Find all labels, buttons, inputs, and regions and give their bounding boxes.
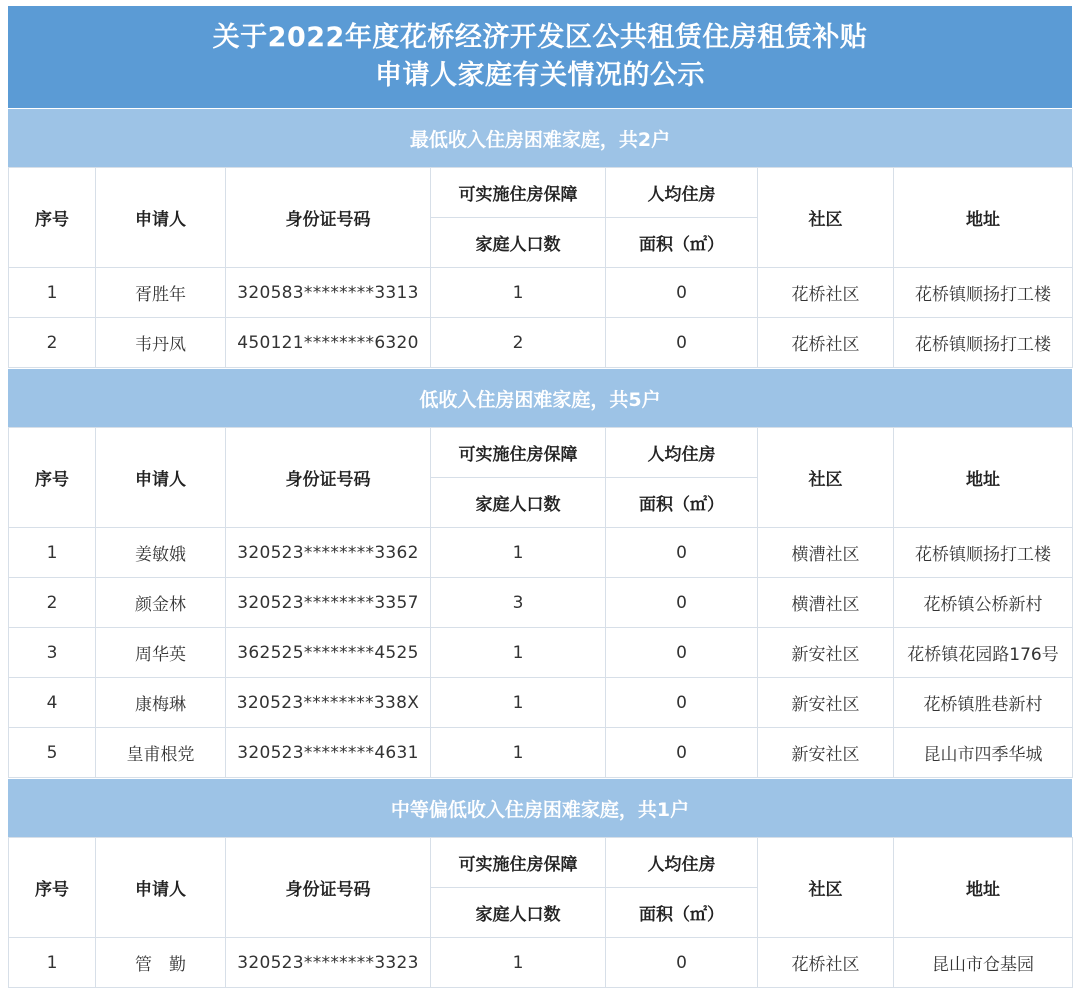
cell-applicant: 皇甫根党 — [96, 728, 226, 778]
cell-area: 0 — [606, 268, 758, 318]
cell-id-number: 320523********3323 — [226, 938, 431, 988]
title-line-2: 申请人家庭有关情况的公示 — [375, 60, 705, 91]
cell-area: 0 — [606, 578, 758, 628]
col-header-household-line1: 可实施住房保障 — [431, 168, 606, 218]
cell-household: 1 — [431, 678, 606, 728]
col-header-id-number: 身份证号码 — [226, 428, 431, 528]
cell-community: 花桥社区 — [758, 938, 894, 988]
cell-household: 3 — [431, 578, 606, 628]
cell-area: 0 — [606, 528, 758, 578]
col-header-household-line2: 家庭人口数 — [431, 218, 606, 268]
cell-index: 2 — [9, 578, 96, 628]
col-header-applicant: 申请人 — [96, 168, 226, 268]
cell-index: 1 — [9, 268, 96, 318]
cell-household: 1 — [431, 728, 606, 778]
cell-index: 5 — [9, 728, 96, 778]
col-header-area-line1: 人均住房 — [606, 838, 758, 888]
cell-area: 0 — [606, 318, 758, 368]
col-header-household-line1: 可实施住房保障 — [431, 838, 606, 888]
cell-community: 新安社区 — [758, 728, 894, 778]
col-header-household-line2: 家庭人口数 — [431, 888, 606, 938]
cell-household: 1 — [431, 528, 606, 578]
cell-applicant: 周华英 — [96, 628, 226, 678]
cell-address: 花桥镇顺扬打工楼 — [894, 268, 1073, 318]
cell-index: 2 — [9, 318, 96, 368]
table-row — [9, 318, 1073, 368]
col-header-community: 社区 — [758, 168, 894, 268]
col-header-household-line1: 可实施住房保障 — [431, 428, 606, 478]
cell-community: 新安社区 — [758, 678, 894, 728]
cell-applicant: 胥胜年 — [96, 268, 226, 318]
cell-applicant: 姜敏娥 — [96, 528, 226, 578]
table-row — [9, 578, 1073, 628]
section-header: 中等偏低收入住房困难家庭，共1户 — [8, 778, 1072, 837]
cell-address: 花桥镇顺扬打工楼 — [894, 318, 1073, 368]
col-header-area-line1: 人均住房 — [606, 168, 758, 218]
applicant-table — [8, 837, 1073, 988]
cell-index: 1 — [9, 938, 96, 988]
cell-index: 1 — [9, 528, 96, 578]
col-header-community: 社区 — [758, 838, 894, 938]
cell-applicant: 颜金林 — [96, 578, 226, 628]
cell-id-number: 362525********4525 — [226, 628, 431, 678]
cell-applicant: 康梅琳 — [96, 678, 226, 728]
page-title — [8, 6, 1072, 108]
cell-address: 昆山市四季华城 — [894, 728, 1073, 778]
col-header-area-line2: 面积（㎡） — [606, 888, 758, 938]
cell-household: 1 — [431, 268, 606, 318]
col-header-applicant: 申请人 — [96, 838, 226, 938]
cell-id-number: 320583********3313 — [226, 268, 431, 318]
col-header-address: 地址 — [894, 428, 1073, 528]
cell-community: 花桥社区 — [758, 268, 894, 318]
cell-community: 新安社区 — [758, 628, 894, 678]
cell-household: 1 — [431, 628, 606, 678]
cell-applicant: 韦丹凤 — [96, 318, 226, 368]
cell-applicant: 管 勤 — [96, 938, 226, 988]
table-row — [9, 938, 1073, 988]
col-header-address: 地址 — [894, 168, 1073, 268]
cell-community: 横漕社区 — [758, 528, 894, 578]
col-header-address: 地址 — [894, 838, 1073, 938]
cell-area: 0 — [606, 938, 758, 988]
cell-index: 3 — [9, 628, 96, 678]
cell-address: 花桥镇公桥新村 — [894, 578, 1073, 628]
col-header-area-line1: 人均住房 — [606, 428, 758, 478]
col-header-community: 社区 — [758, 428, 894, 528]
applicant-table — [8, 427, 1073, 778]
cell-address: 花桥镇胜巷新村 — [894, 678, 1073, 728]
cell-id-number: 320523********338X — [226, 678, 431, 728]
col-header-id-number: 身份证号码 — [226, 168, 431, 268]
announcement — [8, 6, 1072, 988]
cell-id-number: 450121********6320 — [226, 318, 431, 368]
section-header: 低收入住房困难家庭，共5户 — [8, 368, 1072, 427]
sections-container — [8, 108, 1072, 988]
section-header: 最低收入住房困难家庭，共2户 — [8, 108, 1072, 167]
col-header-applicant: 申请人 — [96, 428, 226, 528]
table-row — [9, 678, 1073, 728]
col-header-household-line2: 家庭人口数 — [431, 478, 606, 528]
cell-address: 花桥镇顺扬打工楼 — [894, 528, 1073, 578]
cell-area: 0 — [606, 728, 758, 778]
cell-area: 0 — [606, 628, 758, 678]
cell-id-number: 320523********3362 — [226, 528, 431, 578]
col-header-area-line2: 面积（㎡） — [606, 218, 758, 268]
cell-address: 昆山市仓基园 — [894, 938, 1073, 988]
cell-id-number: 320523********3357 — [226, 578, 431, 628]
table-row — [9, 268, 1073, 318]
title-line-1: 关于2022年度花桥经济开发区公共租赁住房租赁补贴 — [212, 22, 868, 53]
cell-household: 1 — [431, 938, 606, 988]
col-header-index: 序号 — [9, 428, 96, 528]
col-header-index: 序号 — [9, 168, 96, 268]
col-header-area-line2: 面积（㎡） — [606, 478, 758, 528]
col-header-index: 序号 — [9, 838, 96, 938]
col-header-id-number: 身份证号码 — [226, 838, 431, 938]
cell-community: 花桥社区 — [758, 318, 894, 368]
cell-community: 横漕社区 — [758, 578, 894, 628]
table-row — [9, 528, 1073, 578]
cell-area: 0 — [606, 678, 758, 728]
cell-index: 4 — [9, 678, 96, 728]
cell-household: 2 — [431, 318, 606, 368]
cell-id-number: 320523********4631 — [226, 728, 431, 778]
table-row — [9, 628, 1073, 678]
cell-address: 花桥镇花园路176号 — [894, 628, 1073, 678]
applicant-table — [8, 167, 1073, 368]
table-row — [9, 728, 1073, 778]
